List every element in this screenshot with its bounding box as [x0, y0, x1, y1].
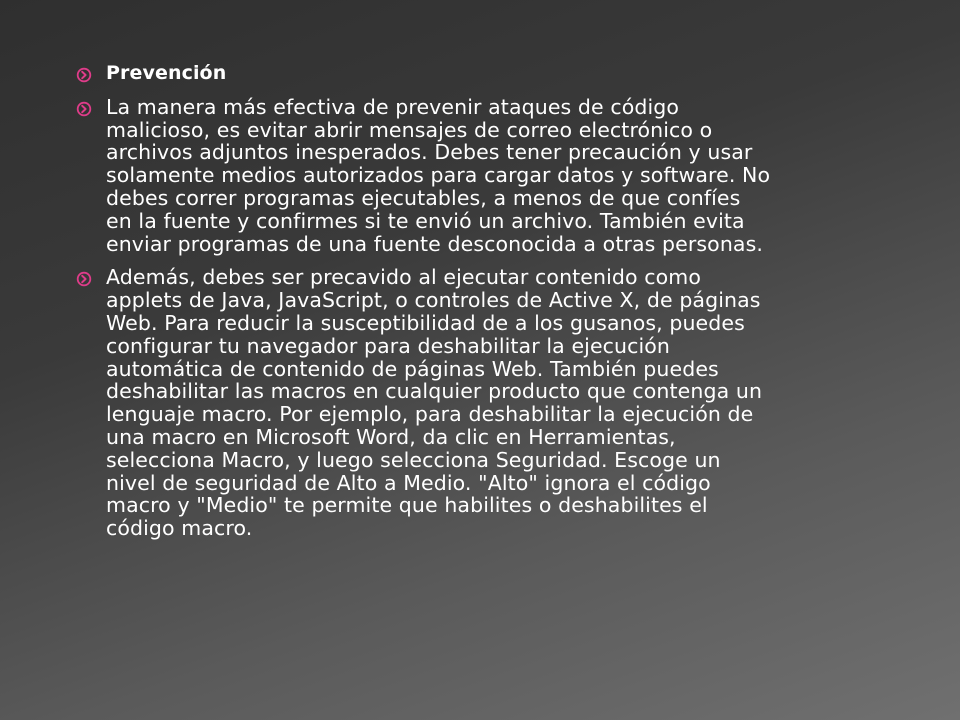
- bullet-item-paragraph-2: [64, 266, 924, 540]
- bullet-heading-text: Prevención: [106, 62, 227, 84]
- slide-content: [64, 62, 924, 551]
- circled-arrow-bullet-icon: [76, 271, 92, 287]
- bullet-item-heading: [64, 62, 924, 85]
- circled-arrow-bullet-icon: [76, 67, 92, 83]
- bullet-paragraph-text: Además, debes ser precavido al ejecutar contenido como applets de Java, JavaScript, o controles de Active X, de páginas Web. Para reducir la susceptibilidad de a los gusanos, puedes configurar tu navegador para deshabilitar la ejecución automática de contenido de páginas Web. También puedes deshabilitar las macros en cualquier producto que contenga un lenguaje macro. Por ejemplo, para deshabilitar la ejecución de una macro en Microsoft Word, da clic en Herramientas, selecciona Macro, y luego selecciona Seguridad. Escoge un nivel de seguridad de Alto a Medio. "Alto" ignora el código macro y "Medio" te permite que habilites o deshabilites el código macro.: [106, 265, 763, 541]
- circled-arrow-bullet-icon: [76, 101, 92, 117]
- bullet-item-paragraph-1: [64, 96, 924, 256]
- bullet-paragraph-text: La manera más efectiva de prevenir ataques de código malicioso, es evitar abrir mensajes de correo electrónico o archivos adjuntos inesperados. Debes tener precaución y usar solamente medios autorizados para cargar datos y software. No debes correr programas ejecutables, a menos de que confíes en la fuente y confirmes si te envió un archivo. También evita enviar programas de una fuente desconocida a otras personas.: [106, 94, 771, 256]
